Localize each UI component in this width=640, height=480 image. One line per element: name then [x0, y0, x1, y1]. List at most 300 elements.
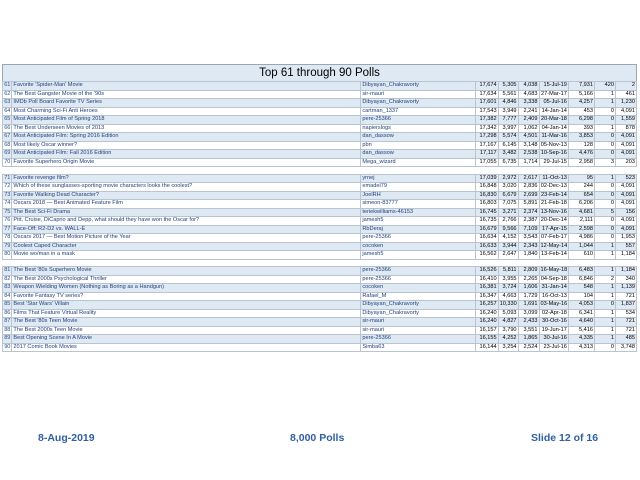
table-row — [3, 107, 637, 116]
poll-stat-4: 2,111 — [568, 217, 594, 226]
poll-author: jamesh5 — [361, 217, 475, 226]
poll-stat-6: 1,184 — [615, 251, 636, 260]
poll-stat-6: 3,748 — [615, 343, 636, 352]
poll-author: teriekwilliams-46153 — [361, 208, 475, 217]
poll-date: 15-Jul-19 — [539, 82, 568, 91]
poll-stat-5: 1 — [595, 251, 616, 260]
poll-stat-3: 1,714 — [518, 158, 539, 167]
poll-author: pere-25366 — [361, 116, 475, 125]
poll-author: sir-mauri — [361, 326, 475, 335]
poll-author: sir-mauri — [361, 90, 475, 99]
poll-author: cocoken — [361, 284, 475, 293]
poll-stat-6: 340 — [615, 275, 636, 284]
poll-date: 23-Jul-16 — [539, 343, 568, 352]
poll-stat-5: 0 — [595, 225, 616, 234]
poll-rank: 71 — [4, 174, 11, 181]
table-row — [3, 242, 637, 251]
poll-stat-5: 0 — [595, 343, 616, 352]
poll-title: Coolest Caped Character — [12, 242, 361, 251]
poll-date: 04-Jan-14 — [539, 124, 568, 133]
table-row — [3, 158, 637, 167]
poll-date: 02-Apr-18 — [539, 309, 568, 318]
poll-rank: 61 — [4, 82, 11, 88]
poll-title: Favorite Fantasy TV series? — [12, 292, 361, 301]
poll-stat-5: 1 — [595, 326, 616, 335]
footer-slide-number: Slide 12 of 16 — [531, 432, 599, 444]
poll-author: Dibyayan_Chakravorty — [361, 309, 475, 318]
poll-votes: 16,240 — [475, 309, 498, 318]
poll-date: 30-Jul-16 — [539, 335, 568, 344]
poll-stat-5: 2 — [595, 275, 616, 284]
poll-rank: 84 — [4, 292, 11, 299]
poll-title: Favorite revenge film? — [12, 174, 361, 183]
poll-votes: 16,347 — [475, 292, 498, 301]
poll-title: Most likely Oscar winner? — [12, 141, 361, 150]
poll-stat-2: 6,735 — [498, 158, 518, 167]
poll-rank: 70 — [4, 158, 11, 165]
poll-votes: 16,735 — [475, 217, 498, 226]
table-row — [3, 90, 637, 99]
poll-stat-4: 5,416 — [568, 326, 594, 335]
group-separator — [3, 259, 637, 267]
poll-votes: 16,257 — [475, 301, 498, 310]
poll-rank: 69 — [4, 150, 11, 156]
poll-stat-4: 548 — [568, 284, 594, 293]
poll-stat-6: 2 — [615, 82, 636, 91]
poll-votes: 17,039 — [475, 174, 498, 183]
poll-date: 30-Oct-16 — [539, 318, 568, 327]
poll-author: dan_dassow — [361, 133, 475, 142]
poll-stat-3: 2,387 — [518, 217, 539, 226]
poll-stat-2: 4,252 — [498, 335, 518, 344]
poll-title: Oscars 2017 — Best Motion Picture of the Year — [12, 234, 361, 243]
poll-stat-4: 393 — [568, 124, 594, 133]
table-row — [3, 292, 637, 301]
poll-rank: 72 — [4, 183, 11, 189]
poll-votes: 17,167 — [475, 141, 498, 150]
polls-panel — [2, 64, 637, 352]
poll-stat-6: 4,091 — [615, 107, 636, 116]
poll-author: RbDeraj — [361, 225, 475, 234]
poll-author: simeon-83777 — [361, 200, 475, 209]
poll-stat-4: 4,335 — [568, 335, 594, 344]
poll-title: Films That Feature Virtual Reality — [12, 309, 361, 318]
poll-stat-2: 5,305 — [498, 82, 518, 91]
poll-title: The Best Gangster Movie of the '90s — [12, 90, 361, 99]
poll-stat-3: 2,433 — [518, 318, 539, 327]
poll-stat-6: 534 — [615, 309, 636, 318]
poll-stat-4: 654 — [568, 191, 594, 200]
poll-title: Weapon Wielding Women (Nothing as Boring as a Handgun) — [12, 284, 361, 293]
poll-date: 31-Jan-14 — [539, 284, 568, 293]
poll-stat-3: 2,343 — [518, 242, 539, 251]
poll-stat-5: 0 — [595, 200, 616, 209]
group-separator — [3, 167, 637, 175]
table-row — [3, 183, 637, 192]
poll-stat-2: 3,254 — [498, 343, 518, 352]
poll-date: 23-Feb-14 — [539, 191, 568, 200]
poll-rank: 83 — [4, 284, 11, 290]
poll-stat-5: 1 — [595, 284, 616, 293]
poll-stat-6: 203 — [615, 158, 636, 167]
poll-stat-5: 1 — [595, 90, 616, 99]
poll-stat-5: 0 — [595, 301, 616, 310]
poll-stat-2: 5,561 — [498, 90, 518, 99]
table-row — [3, 191, 637, 200]
poll-rank: 88 — [4, 326, 11, 333]
poll-title: The Best 2000s Psychological Thriller — [12, 275, 361, 284]
poll-author: Rafael_M — [361, 292, 475, 301]
poll-stat-4: 2,958 — [568, 158, 594, 167]
table-row — [3, 251, 637, 260]
poll-stat-5: 0 — [595, 141, 616, 150]
poll-rank: 75 — [4, 208, 11, 215]
poll-stat-3: 1,606 — [518, 284, 539, 293]
table-row — [3, 267, 637, 276]
poll-title: The Best '80s Superhero Movie — [12, 267, 361, 276]
poll-stat-6: 4,091 — [615, 200, 636, 209]
poll-stat-5: 1 — [595, 309, 616, 318]
poll-stat-3: 2,409 — [518, 116, 539, 125]
poll-stat-6: 4,091 — [615, 225, 636, 234]
poll-votes: 17,298 — [475, 133, 498, 142]
poll-stat-4: 6,206 — [568, 200, 594, 209]
poll-stat-5: 0 — [595, 217, 616, 226]
poll-stat-3: 4,501 — [518, 133, 539, 142]
table-row — [3, 116, 637, 125]
poll-votes: 16,240 — [475, 318, 498, 327]
poll-rank: 62 — [4, 90, 11, 97]
poll-date: 14-Jan-14 — [539, 107, 568, 116]
poll-stat-3: 3,148 — [518, 141, 539, 150]
poll-stat-6: 156 — [615, 208, 636, 217]
poll-votes: 16,381 — [475, 284, 498, 293]
poll-title: Most Anticipated Film: Fall 2016 Edition — [12, 150, 361, 159]
poll-stat-3: 2,241 — [518, 107, 539, 116]
poll-stat-5: 0 — [595, 191, 616, 200]
poll-title: The Best Sci-Fi Drama — [12, 208, 361, 217]
poll-author: Dibyayan_Chakravorty — [361, 99, 475, 108]
poll-stat-2: 2,647 — [498, 251, 518, 260]
poll-votes: 16,679 — [475, 225, 498, 234]
poll-stat-6: 1,230 — [615, 99, 636, 108]
poll-stat-2: 6,145 — [498, 141, 518, 150]
poll-title: The Best Underseen Movies of 2013 — [12, 124, 361, 133]
poll-stat-6: 878 — [615, 124, 636, 133]
poll-votes: 16,745 — [475, 208, 498, 217]
poll-stat-2: 10,330 — [499, 301, 517, 307]
poll-rank: 90 — [4, 343, 11, 350]
poll-stat-3: 4,683 — [518, 90, 539, 99]
poll-date: 19-Jun-17 — [539, 326, 568, 335]
poll-stat-4: 3,853 — [568, 133, 594, 142]
poll-title: Best Opening Scene In A Movie — [12, 335, 361, 344]
poll-stat-4: 4,681 — [568, 208, 594, 217]
polls-table — [2, 81, 637, 352]
poll-stat-4: 4,053 — [568, 301, 594, 310]
poll-stat-2: 3,949 — [498, 107, 518, 116]
poll-date: 05-Nov-13 — [540, 141, 567, 148]
poll-date: 16-Oct-13 — [539, 292, 568, 301]
poll-rank: 89 — [4, 335, 11, 341]
poll-stat-5: 1 — [595, 124, 616, 133]
poll-title: Best 'Star Wars' Villain — [12, 301, 361, 310]
poll-author: pere-25366 — [361, 234, 475, 243]
poll-stat-5: 1 — [595, 318, 616, 327]
poll-date: 13-Nov-16 — [540, 208, 567, 215]
poll-author: napierslogs — [361, 124, 475, 133]
poll-stat-4: 6,341 — [568, 309, 594, 318]
poll-stat-5: 3 — [595, 158, 616, 167]
poll-stat-2: 4,827 — [498, 318, 518, 327]
table-row — [3, 234, 637, 243]
poll-stat-6: 485 — [615, 335, 636, 344]
poll-rank: 63 — [4, 99, 11, 105]
poll-title: Most Charming Sci-Fi Anti Heroes — [12, 107, 361, 116]
poll-rank: 76 — [4, 217, 11, 223]
poll-date: 29-Jul-15 — [539, 158, 568, 167]
poll-title: Favorite 'Spider-Man' Movie — [12, 82, 361, 91]
poll-stat-3: 2,699 — [518, 191, 539, 200]
poll-votes: 17,601 — [475, 99, 498, 108]
poll-stat-5: 0 — [595, 116, 616, 125]
poll-votes: 16,830 — [475, 191, 498, 200]
poll-votes: 16,848 — [475, 183, 498, 192]
poll-stat-3: 4,038 — [518, 82, 539, 91]
table-title: Top 61 through 90 Polls — [2, 64, 637, 81]
poll-stat-5: 0 — [595, 183, 616, 192]
table-row — [3, 275, 637, 284]
poll-title: Most Anticipated Film of Spring 2018 — [12, 116, 361, 125]
poll-date: 10-Sep-16 — [540, 150, 567, 156]
poll-stat-3: 7,109 — [518, 225, 539, 234]
poll-author: pere-25366 — [361, 335, 475, 344]
poll-stat-4: 2,598 — [568, 225, 594, 234]
poll-votes: 16,157 — [475, 326, 498, 335]
poll-stat-3: 2,538 — [518, 150, 539, 159]
poll-votes: 16,803 — [475, 200, 498, 209]
poll-stat-3: 2,524 — [518, 343, 539, 352]
poll-date: 20-Mar-18 — [539, 116, 568, 125]
table-row — [3, 174, 637, 183]
poll-date: 11-Oct-13 — [539, 174, 568, 183]
poll-stat-3: 1,691 — [518, 301, 539, 310]
footer-date: 8-Aug-2019 — [38, 432, 95, 444]
poll-title: Movie wo/man in a mask — [12, 251, 361, 260]
poll-stat-5: 1 — [595, 99, 616, 108]
poll-rank: 87 — [4, 318, 11, 324]
poll-stat-3: 2,836 — [518, 183, 539, 192]
poll-stat-2: 5,811 — [498, 267, 518, 276]
poll-author: emadel79 — [361, 183, 475, 192]
poll-stat-3: 3,551 — [518, 326, 539, 335]
poll-author: dan_dassow — [361, 150, 475, 159]
poll-title: Face-Off: R2-D2 vs. WALL-E — [12, 225, 361, 234]
poll-stat-4: 6,483 — [568, 267, 594, 276]
poll-stat-4: 128 — [568, 141, 594, 150]
poll-rank: 85 — [4, 301, 11, 307]
table-row — [3, 343, 637, 352]
poll-author: cartman_1337 — [361, 107, 475, 116]
poll-stat-6: 4,091 — [615, 191, 636, 200]
poll-author: pere-25366 — [361, 267, 475, 276]
poll-votes: 17,634 — [475, 90, 498, 99]
poll-date: 03-May-16 — [540, 301, 568, 307]
poll-title: Favorite Walking Dead Character? — [12, 191, 361, 200]
poll-stat-5: 0 — [595, 133, 616, 142]
poll-stat-5: 0 — [595, 107, 616, 116]
poll-date: 17-Apr-15 — [539, 225, 568, 234]
poll-stat-4: 4,257 — [568, 99, 594, 108]
poll-stat-2: 3,955 — [498, 275, 518, 284]
poll-stat-6: 557 — [615, 242, 636, 251]
poll-stat-4: 1,044 — [568, 242, 594, 251]
poll-stat-2: 4,663 — [498, 292, 518, 301]
poll-rank: 78 — [4, 234, 11, 240]
poll-votes: 16,155 — [475, 335, 498, 344]
poll-title: Favorite Superhero Origin Movie — [12, 158, 361, 167]
poll-rank: 82 — [4, 275, 11, 282]
poll-stat-4: 453 — [568, 107, 594, 116]
poll-title: The Best 2000s Teen Movie — [12, 326, 361, 335]
poll-votes: 16,562 — [475, 251, 498, 260]
poll-stat-6: 4,091 — [615, 183, 636, 192]
poll-votes: 17,342 — [475, 124, 498, 133]
poll-author: Mega_wizard — [361, 158, 475, 167]
poll-stat-6: 4,091 — [615, 133, 636, 142]
poll-stat-4: 4,640 — [568, 318, 594, 327]
poll-rank: 80 — [4, 251, 11, 257]
poll-stat-2: 3,944 — [498, 242, 518, 251]
poll-stat-4: 610 — [568, 251, 594, 260]
poll-stat-2: 4,152 — [498, 234, 518, 243]
table-row — [3, 335, 637, 344]
poll-date: 11-Mar-16 — [539, 133, 568, 142]
table-row — [3, 200, 637, 209]
table-row — [3, 133, 637, 142]
poll-stat-6: 1,139 — [615, 284, 636, 293]
table-row — [3, 124, 637, 133]
poll-stat-6: 721 — [615, 318, 636, 327]
table-row — [3, 150, 637, 159]
poll-title: The Best '80s Teen Movie — [12, 318, 361, 327]
poll-stat-3: 2,374 — [518, 208, 539, 217]
table-row — [3, 318, 637, 327]
poll-stat-6: 1,559 — [615, 116, 636, 125]
poll-stat-2: 5,093 — [498, 309, 518, 318]
poll-votes: 17,117 — [475, 150, 498, 159]
poll-stat-5: 1 — [595, 174, 616, 183]
poll-stat-5: 1 — [595, 267, 616, 276]
poll-stat-3: 3,543 — [518, 234, 539, 243]
poll-title: Oscars 2018 — Best Animated Feature Film — [12, 200, 361, 209]
poll-stat-2: 2,766 — [498, 217, 518, 226]
table-row — [3, 208, 637, 217]
poll-stat-3: 1,062 — [518, 124, 539, 133]
poll-stat-2: 7,075 — [498, 200, 518, 209]
poll-stat-6: 1,184 — [615, 267, 636, 276]
poll-rank: 64 — [4, 107, 11, 114]
poll-stat-6: 1,953 — [615, 234, 636, 243]
poll-title: IMDb Poll Board Favorite TV Series — [12, 99, 361, 108]
poll-rank: 66 — [4, 124, 11, 131]
poll-author: JoelRH — [361, 191, 475, 200]
poll-date: 13-Feb-14 — [539, 251, 568, 260]
poll-stat-6: 1,837 — [615, 301, 636, 310]
poll-stat-6: 721 — [615, 292, 636, 301]
poll-stat-4: 4,313 — [568, 343, 594, 352]
poll-stat-2: 3,271 — [498, 208, 518, 217]
poll-stat-4: 95 — [568, 174, 594, 183]
poll-author: cocoken — [361, 242, 475, 251]
poll-stat-6: 4,091 — [615, 141, 636, 150]
table-row — [3, 326, 637, 335]
poll-stat-6: 4,091 — [615, 217, 636, 226]
poll-date: 16-May-18 — [540, 267, 568, 273]
poll-rank: 81 — [4, 267, 11, 273]
poll-author: jamesh5 — [361, 251, 475, 260]
poll-votes: 16,633 — [475, 242, 498, 251]
poll-author: Dibyayan_Chakravorty — [361, 301, 475, 310]
poll-stat-4: 244 — [568, 183, 594, 192]
poll-stat-3: 3,338 — [518, 99, 539, 108]
poll-stat-5: 5 — [595, 208, 616, 217]
poll-stat-4: 6,298 — [568, 116, 594, 125]
poll-stat-5: 420 — [595, 82, 616, 91]
poll-votes: 16,410 — [475, 275, 498, 284]
poll-date: 02-Dec-13 — [540, 183, 567, 189]
poll-date: 20-Dec-14 — [540, 217, 567, 223]
poll-stat-2: 3,790 — [498, 326, 518, 335]
poll-stat-3: 2,617 — [518, 174, 539, 183]
poll-title: Which of these sunglasses-sporting movie characters looks the coolest? — [12, 183, 361, 192]
poll-stat-3: 1,865 — [518, 335, 539, 344]
poll-stat-5: 0 — [595, 150, 616, 159]
poll-author: yrnej — [361, 174, 475, 183]
table-row — [3, 284, 637, 293]
poll-stat-5: 1 — [595, 292, 616, 301]
poll-rank: 68 — [4, 141, 11, 148]
poll-date: 05-Jul-16 — [539, 99, 568, 108]
poll-author: Dibyayan_Chakravorty — [361, 82, 475, 91]
poll-stat-3: 2,809 — [518, 267, 539, 276]
poll-author: pbn — [361, 141, 475, 150]
poll-stat-2: 3,482 — [498, 150, 518, 159]
poll-rank: 86 — [4, 309, 11, 316]
table-row — [3, 99, 637, 108]
poll-date: 12-May-14 — [540, 242, 568, 249]
poll-stat-3: 2,265 — [518, 275, 539, 284]
poll-stat-2: 3,997 — [498, 124, 518, 133]
poll-stat-2: 9,566 — [498, 225, 518, 234]
poll-stat-6: 4,091 — [615, 150, 636, 159]
poll-stat-3: 3,099 — [518, 309, 539, 318]
poll-rank: 73 — [4, 191, 11, 198]
poll-stat-3: 1,729 — [518, 292, 539, 301]
table-row — [3, 301, 637, 310]
poll-author: pere-25366 — [361, 275, 475, 284]
poll-stat-2: 3,020 — [498, 183, 518, 192]
table-row — [3, 141, 637, 150]
poll-stat-2: 2,972 — [498, 174, 518, 183]
poll-author: sir-mauri — [361, 318, 475, 327]
poll-stat-4: 7,931 — [568, 82, 594, 91]
poll-rank: 77 — [4, 225, 11, 232]
poll-stat-5: 1 — [595, 335, 616, 344]
poll-stat-4: 4,476 — [568, 150, 594, 159]
poll-stat-2: 6,679 — [498, 191, 518, 200]
footer-poll-count: 8,000 Polls — [290, 432, 345, 444]
